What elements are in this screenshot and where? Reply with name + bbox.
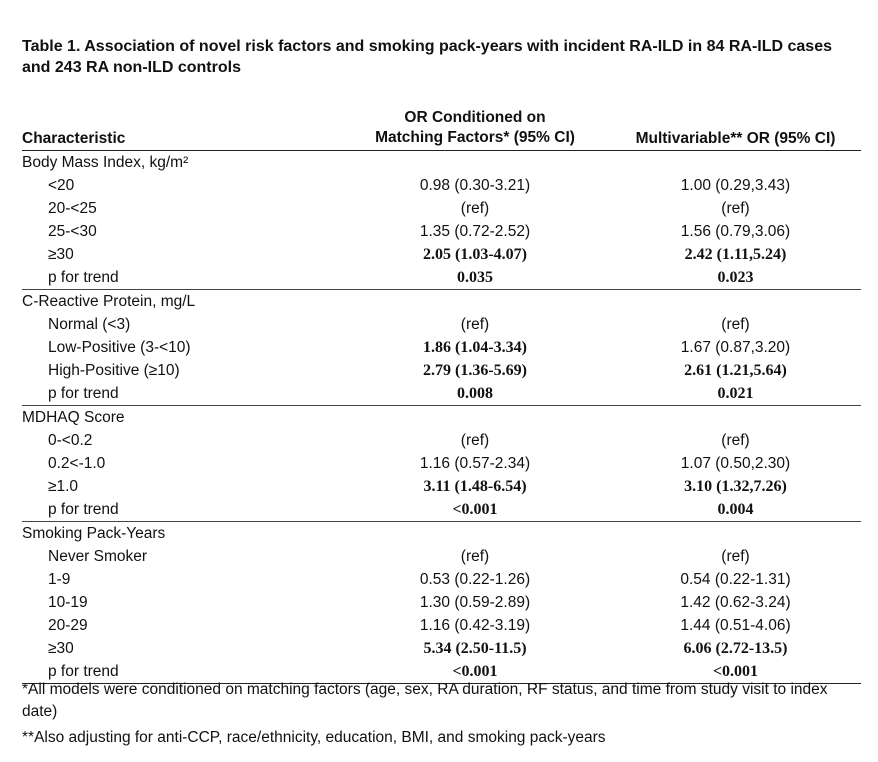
cell-multivariable-or: 0.021 bbox=[717, 385, 754, 402]
cell-conditioned-or: 1.35 (0.72-2.52) bbox=[419, 223, 531, 240]
cell-multivariable-or: (ref) bbox=[721, 432, 750, 449]
header-conditioned-or bbox=[340, 108, 610, 148]
cell-conditioned-or: 5.34 (2.50-11.5) bbox=[423, 640, 527, 657]
table-row bbox=[22, 359, 861, 382]
row-label: 10-19 bbox=[48, 594, 88, 611]
table-row bbox=[22, 452, 861, 475]
header-multivariable-or: Multivariable** OR (95% CI) bbox=[635, 130, 836, 147]
row-label: MDHAQ Score bbox=[22, 409, 125, 426]
header-characteristic: Characteristic bbox=[22, 130, 126, 147]
row-label: 20-<25 bbox=[48, 200, 97, 217]
cell-conditioned-or: (ref) bbox=[460, 316, 490, 333]
row-label: p for trend bbox=[48, 663, 119, 680]
row-label: Low-Positive (3-<10) bbox=[48, 339, 191, 356]
row-label: 1-9 bbox=[48, 571, 71, 588]
table-row bbox=[22, 243, 861, 266]
cell-multivariable-or: 0.023 bbox=[717, 269, 754, 286]
results-table bbox=[22, 106, 861, 684]
table-title: Table 1. Association of novel risk factors and smoking pack-years with incident RA-ILD in 84 RA-ILD cases and 243 RA non-ILD controls bbox=[22, 38, 832, 76]
table-row bbox=[22, 545, 861, 568]
cell-conditioned-or: 2.05 (1.03-4.07) bbox=[423, 246, 527, 263]
cell-conditioned-or: 1.16 (0.57-2.34) bbox=[419, 455, 531, 472]
cell-multivariable-or: 1.67 (0.87,3.20) bbox=[680, 339, 791, 356]
table-row bbox=[22, 382, 861, 405]
cell-conditioned-or: <0.001 bbox=[452, 501, 498, 518]
cell-multivariable-or: 2.61 (1.21,5.64) bbox=[684, 362, 787, 379]
row-label: Normal (<3) bbox=[48, 316, 131, 333]
footnotes bbox=[22, 679, 862, 753]
cell-multivariable-or: 1.42 (0.62-3.24) bbox=[680, 594, 791, 611]
header-conditioned-or-line2: Matching Factors* (95% CI) bbox=[375, 129, 575, 146]
table-header bbox=[22, 106, 861, 151]
table-row bbox=[22, 197, 861, 220]
footnote-adjusting: **Also adjusting for anti-CCP, race/ethnicity, education, BMI, and smoking pack-years bbox=[22, 729, 606, 746]
table-row bbox=[22, 614, 861, 637]
row-label: ≥30 bbox=[48, 246, 74, 263]
table-row bbox=[22, 266, 861, 289]
cell-conditioned-or: (ref) bbox=[460, 200, 490, 217]
table-row bbox=[22, 475, 861, 498]
table-row bbox=[22, 174, 861, 197]
cell-conditioned-or: 1.16 (0.42-3.19) bbox=[419, 617, 531, 634]
cell-multivariable-or: (ref) bbox=[721, 316, 750, 333]
table-row bbox=[22, 313, 861, 336]
row-label: 0.2<-1.0 bbox=[48, 455, 106, 472]
table-group-row bbox=[22, 151, 861, 174]
row-label: Never Smoker bbox=[48, 548, 148, 565]
row-label: 20-29 bbox=[48, 617, 88, 634]
table-row bbox=[22, 568, 861, 591]
cell-conditioned-or: 3.11 (1.48-6.54) bbox=[423, 478, 527, 495]
row-label: ≥30 bbox=[48, 640, 74, 657]
cell-multivariable-or: 1.07 (0.50,2.30) bbox=[680, 455, 791, 472]
row-label: C-Reactive Protein, mg/L bbox=[22, 293, 196, 310]
row-label: 25-<30 bbox=[48, 223, 97, 240]
row-label: <20 bbox=[48, 177, 75, 194]
cell-conditioned-or: <0.001 bbox=[452, 663, 498, 680]
cell-multivariable-or: 0.54 (0.22-1.31) bbox=[680, 571, 791, 588]
cell-conditioned-or: 2.79 (1.36-5.69) bbox=[423, 362, 527, 379]
row-label: p for trend bbox=[48, 501, 119, 518]
cell-multivariable-or: 3.10 (1.32,7.26) bbox=[684, 478, 787, 495]
cell-conditioned-or: 0.98 (0.30-3.21) bbox=[419, 177, 531, 194]
cell-conditioned-or: (ref) bbox=[460, 548, 490, 565]
cell-multivariable-or: 0.004 bbox=[717, 501, 754, 518]
cell-multivariable-or: 1.44 (0.51-4.06) bbox=[680, 617, 791, 634]
cell-conditioned-or: 0.035 bbox=[457, 269, 493, 286]
table-body bbox=[22, 151, 861, 684]
row-label: High-Positive (≥10) bbox=[48, 362, 180, 379]
table-row bbox=[22, 336, 861, 359]
table-row bbox=[22, 220, 861, 243]
row-label: 0-<0.2 bbox=[48, 432, 93, 449]
table-row bbox=[22, 498, 861, 521]
table-group-row bbox=[22, 405, 861, 429]
row-label: p for trend bbox=[48, 269, 119, 286]
header-conditioned-or-line1: OR Conditioned on bbox=[404, 109, 546, 126]
cell-multivariable-or: (ref) bbox=[721, 548, 750, 565]
cell-conditioned-or: 1.86 (1.04-3.34) bbox=[423, 339, 527, 356]
table-group-row bbox=[22, 521, 861, 545]
row-label: ≥1.0 bbox=[48, 478, 79, 495]
row-label: Smoking Pack-Years bbox=[22, 525, 166, 542]
table-row bbox=[22, 591, 861, 614]
cell-multivariable-or: 1.56 (0.79,3.06) bbox=[680, 223, 791, 240]
table-group-row bbox=[22, 289, 861, 313]
cell-multivariable-or: (ref) bbox=[721, 200, 750, 217]
table-row bbox=[22, 637, 861, 660]
cell-conditioned-or: 0.008 bbox=[457, 385, 493, 402]
row-label: p for trend bbox=[48, 385, 119, 402]
cell-conditioned-or: 1.30 (0.59-2.89) bbox=[419, 594, 531, 611]
footnote-matching: *All models were conditioned on matching factors (age, sex, RA duration, RF status, and time from study visit to index date) bbox=[22, 681, 828, 720]
cell-multivariable-or: 6.06 (2.72-13.5) bbox=[683, 640, 788, 657]
cell-conditioned-or: (ref) bbox=[460, 432, 490, 449]
cell-multivariable-or: 1.00 (0.29,3.43) bbox=[680, 177, 791, 194]
cell-conditioned-or: 0.53 (0.22-1.26) bbox=[419, 571, 531, 588]
row-label: Body Mass Index, kg/m² bbox=[22, 154, 189, 171]
table-row bbox=[22, 429, 861, 452]
cell-multivariable-or: <0.001 bbox=[712, 663, 759, 680]
cell-multivariable-or: 2.42 (1.11,5.24) bbox=[684, 246, 787, 263]
